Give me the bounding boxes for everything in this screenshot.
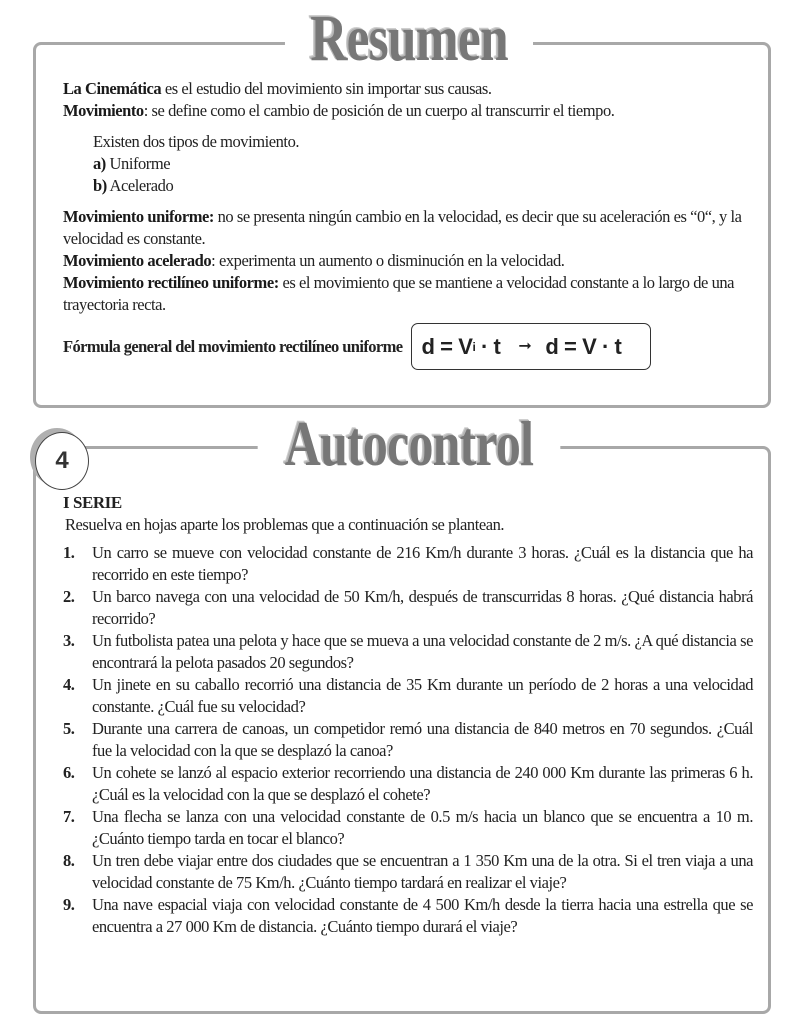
problem-number: 2. [63,587,75,606]
cinematica-term: La Cinemática [63,79,162,98]
problem-number: 8. [63,851,75,870]
problem-item [63,894,753,938]
problem-number: 1. [63,543,75,562]
uniforme-definition [63,206,753,250]
serie-heading: I SERIE [63,493,122,512]
tipo-marker: a) [93,154,106,173]
problem-item [63,674,753,718]
problem-item [63,630,753,674]
problem-text: Un futbolista patea una pelota y hace que se mueva a una velocidad constante de 2 m/s. ¿A qué distancia se encontrará la pelota pasados 20 segundos? [92,631,753,672]
tipos-intro: Existen dos tipos de movimiento. [93,132,300,151]
tipo-item [63,153,753,175]
formula-left-tail: · t [475,333,501,359]
tipo-label: Acelerado [109,176,174,195]
tipo-label: Uniforme [109,154,171,173]
resumen-content [63,78,753,370]
problem-text: Durante una carrera de canoas, un competidor remó una distancia de 840 metros en 70 segundos. ¿Cuál fue la velocidad con la que se desplazó la canoa? [92,719,753,760]
formula-box [411,323,651,370]
uniforme-term: Movimiento uniforme: [63,207,214,226]
movimiento-term: Movimiento [63,101,144,120]
mru-term: Movimiento rectilíneo uniforme: [63,273,279,292]
problem-text: Un jinete en su caballo recorrió una distancia de 35 Km durante un período de 2 horas a una velocidad constante. ¿Cuál fue su velocidad? [92,675,753,716]
acelerado-term: Movimiento acelerado [63,251,212,270]
tipo-item [63,175,753,197]
cinematica-definition [63,78,753,100]
mru-definition [63,272,753,316]
resumen-title: Resumen [285,6,533,72]
problem-item [63,806,753,850]
acelerado-text: : experimenta un aumento o disminución en la velocidad. [211,251,565,270]
tipo-marker: b) [93,176,107,195]
uniforme-text: no se presenta ningún cambio en la velocidad, es decir que su aceleración es “0“, y la velocidad es constante. [63,207,742,248]
problem-text: Un cohete se lanzó al espacio exterior recorriendo una distancia de 240 000 Km durante las primeras 6 h. ¿Cuál es la velocidad con la que se desplazó el cohete? [92,763,753,804]
problem-text: Un barco navega con una velocidad de 50 Km/h, después de transcurridas 8 horas. ¿Qué distancia habrá recorrido? [92,587,753,628]
problem-item [63,762,753,806]
problem-item [63,718,753,762]
formula-subscript: i [472,339,476,354]
mru-text: es el movimiento que se mantiene a velocidad constante a lo largo de una trayectoria recta. [63,273,735,314]
autocontrol-title: Autocontrol [258,412,561,476]
movimiento-text: : se define como el cambio de posición de un cuerpo al transcurrir el tiempo. [143,101,615,120]
section-number-badge: 4 [35,432,89,490]
movimiento-definition [63,100,753,122]
problem-item [63,850,753,894]
problem-text: Un carro se mueve con velocidad constante de 216 Km/h durante 3 horas. ¿Cuál es la distancia que ha recorrido en este tiempo? [92,543,753,584]
problem-number: 4. [63,675,75,694]
autocontrol-content [63,492,753,938]
problem-number: 7. [63,807,75,826]
problem-number: 6. [63,763,75,782]
acelerado-definition [63,250,753,272]
problem-list [63,542,753,938]
formula-right: d = V · t [545,333,622,359]
formula-row [63,323,753,370]
problem-number: 9. [63,895,75,914]
problem-text: Un tren debe viajar entre dos ciudades que se encuentran a 1 350 Km una de la otra. Si el tren viaja a una velocidad constante de 75 Km/h. ¿Cuánto tiempo tardará en realizar el viaje? [92,851,753,892]
formula-left: d = V [421,333,473,359]
problem-text: Una flecha se lanza con una velocidad constante de 0.5 m/s hacia un blanco que se encuentra a 10 m. ¿Cuánto tiempo tarda en tocar el blanco? [92,807,753,848]
problem-text: Una nave espacial viaja con velocidad constante de 4 500 Km/h desde la tierra hacia una estrella que se encuentra a 27 000 Km de distancia. ¿Cuánto tiempo durará el viaje? [92,895,753,936]
problem-number: 3. [63,631,75,650]
arrow-right-icon: ➞ [518,337,532,355]
cinematica-text: es el estudio del movimiento sin importar sus causas. [161,79,492,98]
formula-label: Fórmula general del movimiento rectilíneo uniforme [63,336,403,356]
problem-number: 5. [63,719,75,738]
problem-item [63,586,753,630]
instructions: Resuelva en hojas aparte los problemas que a continuación se plantean. [65,515,505,534]
problem-item [63,542,753,586]
